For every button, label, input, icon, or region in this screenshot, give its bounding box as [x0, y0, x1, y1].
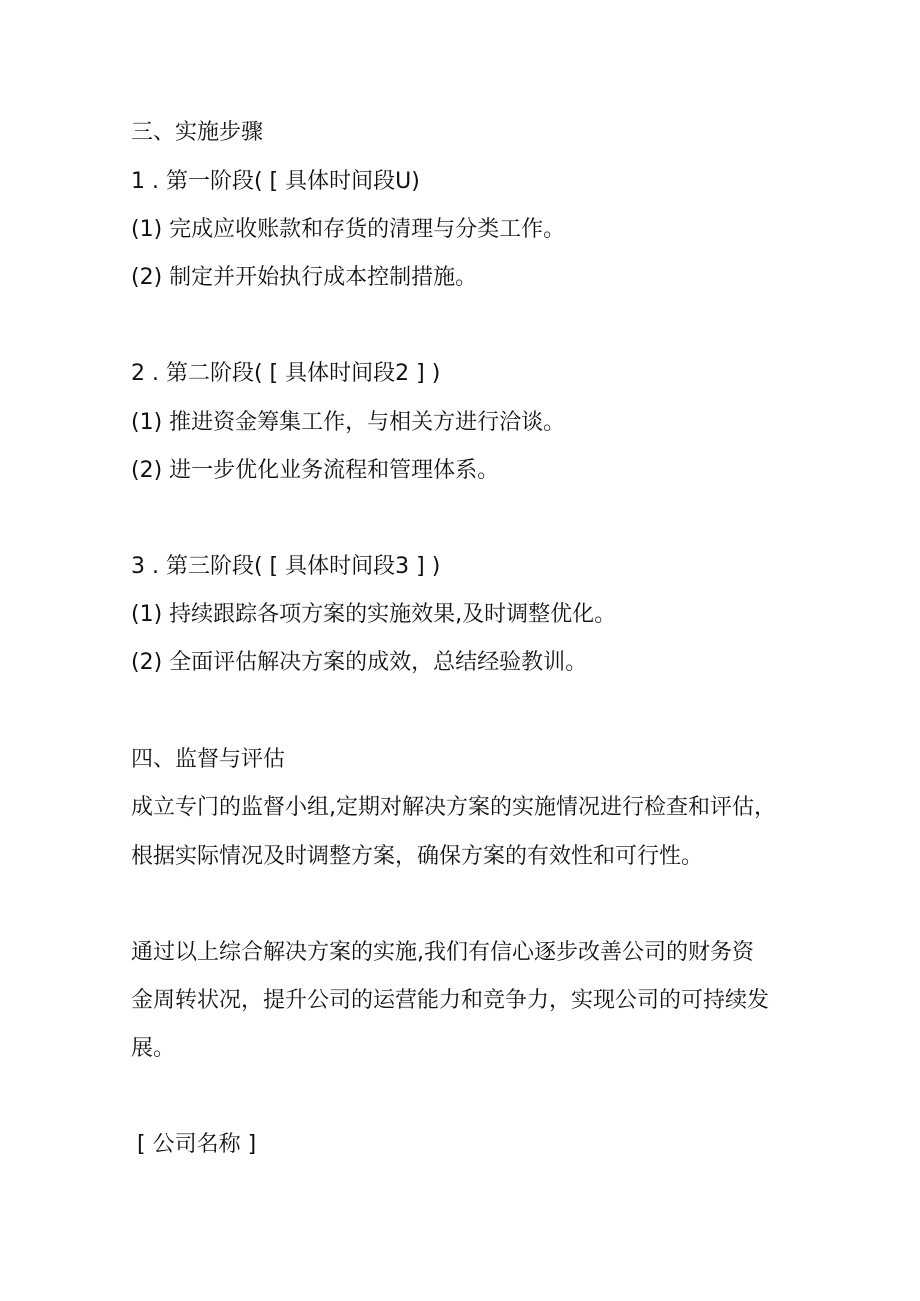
phase-3-item-2: (2) 全面评估解决方案的成效，总结经验教训。 [131, 650, 588, 675]
section-heading-implementation-steps: 三、实施步骤 [131, 120, 264, 145]
phase-1-item-2: (2) 制定并开始执行成本控制措施。 [131, 265, 478, 290]
conclusion-paragraph-line-1: 通过以上综合解决方案的实施,我们有信心逐步改善公司的财务资 [131, 940, 754, 965]
phase-1-title: 1 . 第一阶段( [ 具体时间段U) [131, 169, 420, 194]
conclusion-paragraph-line-2: 金周转状况，提升公司的运营能力和竞争力，实现公司的可持续发 [131, 988, 770, 1013]
supervision-paragraph-line-1: 成立专门的监督小组,定期对解决方案的实施情况进行检查和评估， [131, 795, 776, 820]
phase-2-item-2: (2) 进一步优化业务流程和管理体系。 [131, 458, 500, 483]
phase-2-title: 2 . 第二阶段( [ 具体时间段2 ] ) [131, 361, 441, 386]
phase-2-item-1: (1) 推进资金筹集工作，与相关方进行洽谈。 [131, 410, 566, 435]
phase-1-item-1: (1) 完成应收账款和存货的清理与分类工作。 [131, 217, 566, 242]
section-heading-supervision: 四、监督与评估 [131, 747, 286, 772]
phase-3-item-1: (1) 持续跟踪各项方案的实施效果,及时调整优化。 [131, 602, 617, 627]
supervision-paragraph-line-2: 根据实际情况及时调整方案，确保方案的有效性和可行性。 [131, 844, 704, 869]
conclusion-paragraph-line-3: 展。 [131, 1036, 176, 1061]
phase-3-title: 3 . 第三阶段( [ 具体时间段3 ] ) [131, 554, 441, 579]
company-name-signature: [ 公司名称 ] [137, 1132, 257, 1157]
